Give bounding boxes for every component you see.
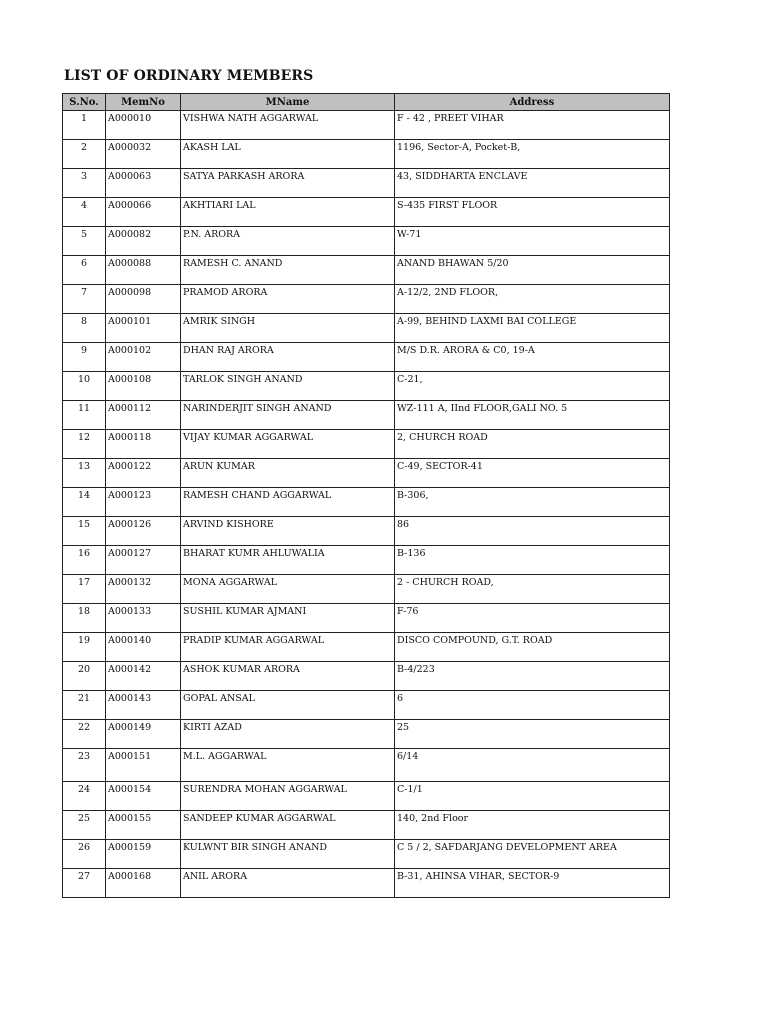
table-row xyxy=(63,604,670,633)
cell-memno: A000112 xyxy=(106,401,181,430)
cell-memno: A000108 xyxy=(106,372,181,401)
cell-memno: A000032 xyxy=(106,140,181,169)
cell-memno: A000132 xyxy=(106,575,181,604)
cell-memno: A000133 xyxy=(106,604,181,633)
cell-memno: A000143 xyxy=(106,691,181,720)
cell-mname: ANIL ARORA xyxy=(181,869,395,898)
table-row xyxy=(63,111,670,140)
cell-sno: 4 xyxy=(63,198,106,227)
cell-sno: 22 xyxy=(63,720,106,749)
cell-mname: RAMESH CHAND AGGARWAL xyxy=(181,488,395,517)
cell-mname: ASHOK KUMAR ARORA xyxy=(181,662,395,691)
table-row xyxy=(63,720,670,749)
header-address: Address xyxy=(395,94,670,111)
cell-mname: SUSHIL KUMAR AJMANI xyxy=(181,604,395,633)
cell-sno: 5 xyxy=(63,227,106,256)
cell-sno: 15 xyxy=(63,517,106,546)
table-row xyxy=(63,285,670,314)
cell-sno: 25 xyxy=(63,811,106,840)
cell-mname: RAMESH C. ANAND xyxy=(181,256,395,285)
cell-mname: SURENDRA MOHAN AGGARWAL xyxy=(181,782,395,811)
cell-address: DISCO COMPOUND, G.T. ROAD xyxy=(395,633,670,662)
cell-address: F - 42 , PREET VIHAR xyxy=(395,111,670,140)
cell-memno: A000168 xyxy=(106,869,181,898)
table-row xyxy=(63,869,670,898)
header-memno: MemNo xyxy=(106,94,181,111)
cell-mname: P.N. ARORA xyxy=(181,227,395,256)
cell-mname: AKASH LAL xyxy=(181,140,395,169)
cell-address: B-31, AHINSA VIHAR, SECTOR-9 xyxy=(395,869,670,898)
cell-mname: KIRTI AZAD xyxy=(181,720,395,749)
cell-memno: A000088 xyxy=(106,256,181,285)
cell-address: S-435 FIRST FLOOR xyxy=(395,198,670,227)
header-mname: MName xyxy=(181,94,395,111)
table-row xyxy=(63,691,670,720)
cell-address: C-49, SECTOR-41 xyxy=(395,459,670,488)
table-row xyxy=(63,169,670,198)
cell-mname: DHAN RAJ ARORA xyxy=(181,343,395,372)
cell-sno: 7 xyxy=(63,285,106,314)
page-title: LIST OF ORDINARY MEMBERS xyxy=(64,68,314,84)
cell-mname: PRADIP KUMAR AGGARWAL xyxy=(181,633,395,662)
cell-sno: 12 xyxy=(63,430,106,459)
cell-memno: A000151 xyxy=(106,749,181,782)
cell-address: B-306, xyxy=(395,488,670,517)
table-row xyxy=(63,517,670,546)
header-row xyxy=(63,94,670,111)
cell-sno: 26 xyxy=(63,840,106,869)
cell-address: 1196, Sector-A, Pocket-B, xyxy=(395,140,670,169)
cell-sno: 24 xyxy=(63,782,106,811)
cell-sno: 21 xyxy=(63,691,106,720)
cell-memno: A000127 xyxy=(106,546,181,575)
cell-address: A-99, BEHIND LAXMI BAI COLLEGE xyxy=(395,314,670,343)
table-row xyxy=(63,782,670,811)
cell-mname: SANDEEP KUMAR AGGARWAL xyxy=(181,811,395,840)
cell-memno: A000010 xyxy=(106,111,181,140)
cell-memno: A000102 xyxy=(106,343,181,372)
cell-address: A-12/2, 2ND FLOOR, xyxy=(395,285,670,314)
cell-sno: 20 xyxy=(63,662,106,691)
cell-mname: NARINDERJIT SINGH ANAND xyxy=(181,401,395,430)
cell-mname: AKHTIARI LAL xyxy=(181,198,395,227)
table-row xyxy=(63,401,670,430)
cell-address: F-76 xyxy=(395,604,670,633)
table-header xyxy=(63,94,670,111)
table-row xyxy=(63,372,670,401)
cell-address: 2 - CHURCH ROAD, xyxy=(395,575,670,604)
members-table xyxy=(62,93,670,898)
cell-sno: 8 xyxy=(63,314,106,343)
cell-memno: A000122 xyxy=(106,459,181,488)
cell-address: 2, CHURCH ROAD xyxy=(395,430,670,459)
table-row xyxy=(63,546,670,575)
cell-address: 6/14 xyxy=(395,749,670,782)
cell-address: WZ-111 A, IInd FLOOR,GALI NO. 5 xyxy=(395,401,670,430)
cell-mname: VIJAY KUMAR AGGARWAL xyxy=(181,430,395,459)
table-row xyxy=(63,840,670,869)
cell-address: 86 xyxy=(395,517,670,546)
cell-sno: 18 xyxy=(63,604,106,633)
cell-address: C-21, xyxy=(395,372,670,401)
cell-sno: 1 xyxy=(63,111,106,140)
table-row xyxy=(63,633,670,662)
cell-sno: 16 xyxy=(63,546,106,575)
cell-memno: A000118 xyxy=(106,430,181,459)
cell-memno: A000155 xyxy=(106,811,181,840)
cell-memno: A000101 xyxy=(106,314,181,343)
cell-mname: SATYA PARKASH ARORA xyxy=(181,169,395,198)
cell-address: ANAND BHAWAN 5/20 xyxy=(395,256,670,285)
cell-memno: A000066 xyxy=(106,198,181,227)
cell-mname: KULWNT BIR SINGH ANAND xyxy=(181,840,395,869)
table-row xyxy=(63,227,670,256)
cell-mname: AMRIK SINGH xyxy=(181,314,395,343)
cell-address: 25 xyxy=(395,720,670,749)
cell-sno: 17 xyxy=(63,575,106,604)
cell-sno: 23 xyxy=(63,749,106,782)
cell-mname: MONA AGGARWAL xyxy=(181,575,395,604)
cell-mname: GOPAL ANSAL xyxy=(181,691,395,720)
cell-memno: A000159 xyxy=(106,840,181,869)
table-row xyxy=(63,811,670,840)
cell-sno: 14 xyxy=(63,488,106,517)
table-row xyxy=(63,430,670,459)
table-row xyxy=(63,459,670,488)
header-sno: S.No. xyxy=(63,94,106,111)
cell-memno: A000149 xyxy=(106,720,181,749)
cell-address: C 5 / 2, SAFDARJANG DEVELOPMENT AREA xyxy=(395,840,670,869)
table-row xyxy=(63,749,670,782)
cell-memno: A000123 xyxy=(106,488,181,517)
cell-address: 6 xyxy=(395,691,670,720)
cell-sno: 27 xyxy=(63,869,106,898)
cell-mname: PRAMOD ARORA xyxy=(181,285,395,314)
table-row xyxy=(63,343,670,372)
cell-address: C-1/1 xyxy=(395,782,670,811)
cell-sno: 13 xyxy=(63,459,106,488)
cell-address: B-136 xyxy=(395,546,670,575)
cell-sno: 3 xyxy=(63,169,106,198)
cell-mname: ARVIND KISHORE xyxy=(181,517,395,546)
cell-sno: 6 xyxy=(63,256,106,285)
cell-mname: M.L. AGGARWAL xyxy=(181,749,395,782)
cell-mname: TARLOK SINGH ANAND xyxy=(181,372,395,401)
table-row xyxy=(63,140,670,169)
cell-sno: 10 xyxy=(63,372,106,401)
cell-memno: A000063 xyxy=(106,169,181,198)
cell-sno: 2 xyxy=(63,140,106,169)
table-row xyxy=(63,314,670,343)
table-row xyxy=(63,662,670,691)
table-body xyxy=(63,111,670,898)
cell-address: 43, SIDDHARTA ENCLAVE xyxy=(395,169,670,198)
cell-sno: 9 xyxy=(63,343,106,372)
cell-memno: A000082 xyxy=(106,227,181,256)
cell-sno: 11 xyxy=(63,401,106,430)
cell-address: B-4/223 xyxy=(395,662,670,691)
cell-memno: A000154 xyxy=(106,782,181,811)
cell-mname: ARUN KUMAR xyxy=(181,459,395,488)
cell-memno: A000142 xyxy=(106,662,181,691)
cell-mname: VISHWA NATH AGGARWAL xyxy=(181,111,395,140)
cell-memno: A000140 xyxy=(106,633,181,662)
cell-sno: 19 xyxy=(63,633,106,662)
cell-mname: BHARAT KUMR AHLUWALIA xyxy=(181,546,395,575)
cell-memno: A000126 xyxy=(106,517,181,546)
table-row xyxy=(63,256,670,285)
cell-address: W-71 xyxy=(395,227,670,256)
cell-memno: A000098 xyxy=(106,285,181,314)
table-row xyxy=(63,575,670,604)
table-row xyxy=(63,198,670,227)
table-row xyxy=(63,488,670,517)
cell-address: M/S D.R. ARORA & C0, 19-A xyxy=(395,343,670,372)
cell-address: 140, 2nd Floor xyxy=(395,811,670,840)
